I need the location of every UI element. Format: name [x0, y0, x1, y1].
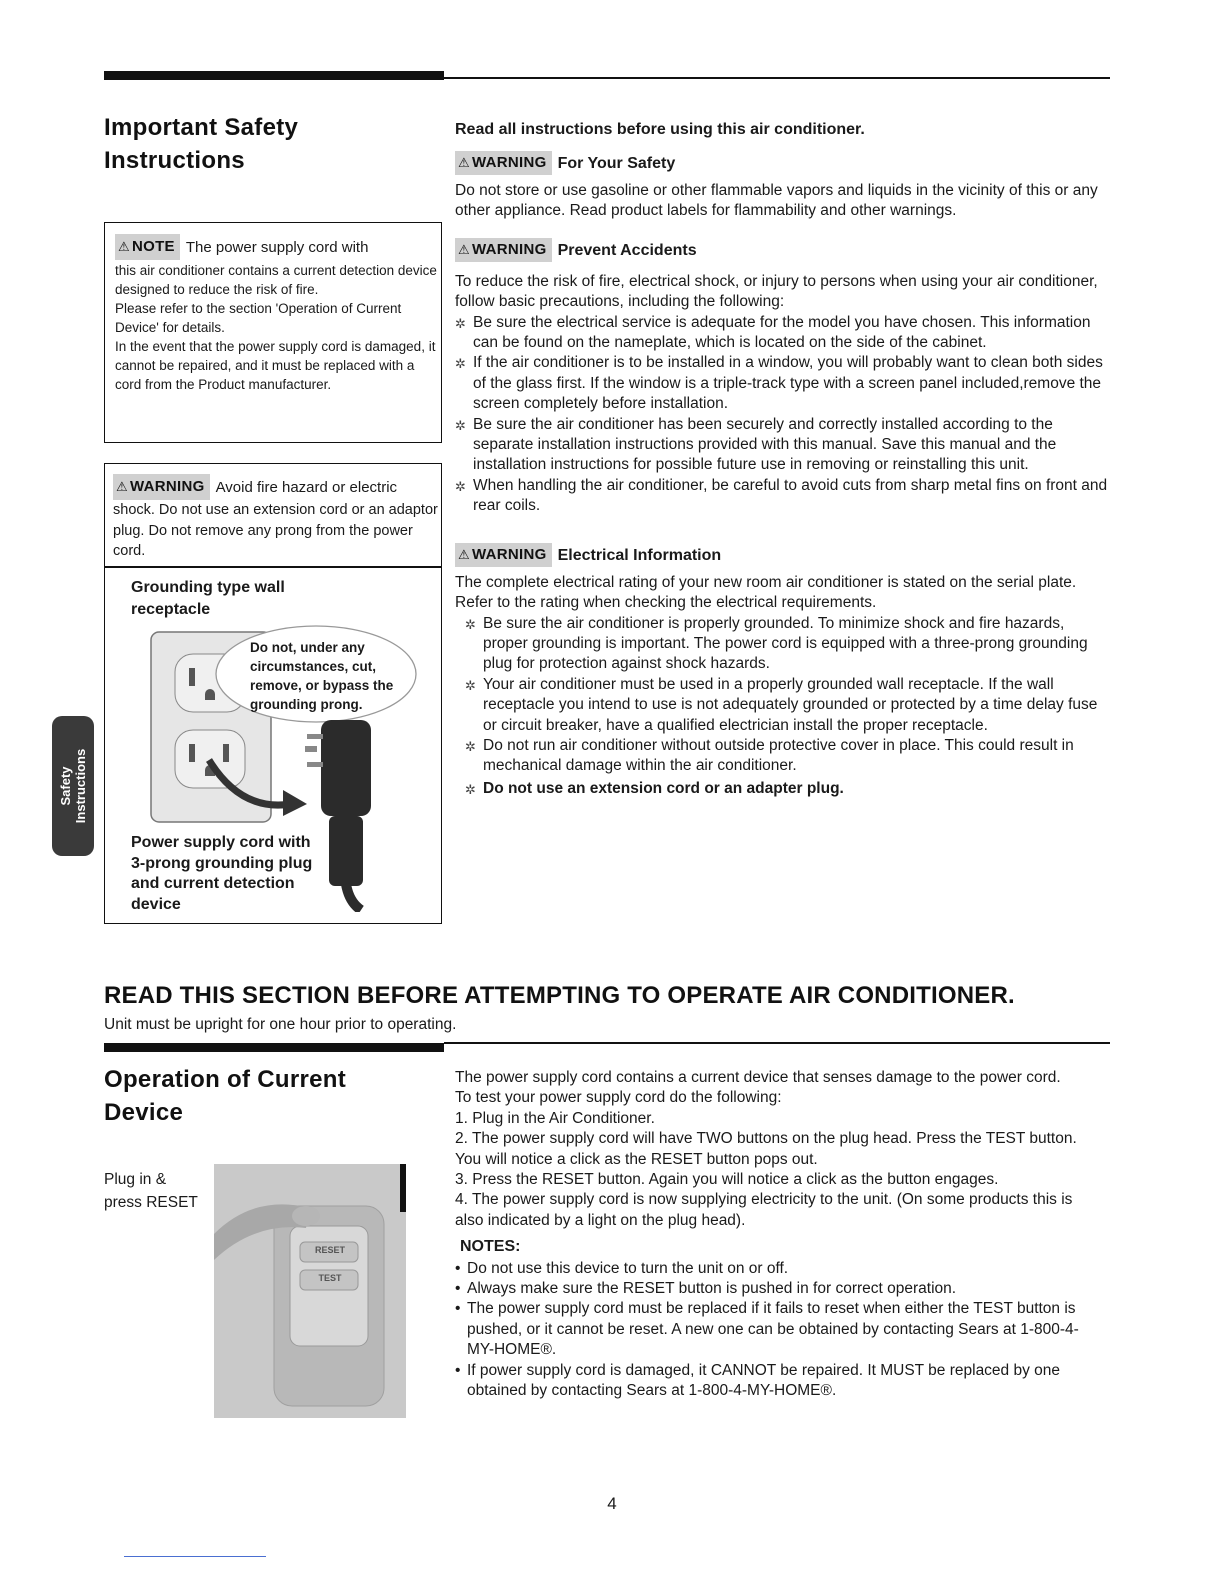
figure-title: Grounding type wall receptacle: [131, 579, 285, 618]
operation-intro: The power supply cord contains a current device that senses damage to the power cord.: [455, 1069, 1061, 1086]
safety-text: Do not store or use gasoline or other flammable vapors and liquids in the vicinity of this or any other appliance. Read product labels for flammability and other warnings.: [455, 182, 1098, 220]
title-line-2: Instructions: [104, 147, 245, 174]
plug-photo: [214, 1164, 406, 1418]
electrical-list: [455, 614, 1113, 800]
side-tab-line1: Safety: [58, 766, 73, 806]
accidents-list: [455, 313, 1113, 517]
operation-intro2: To test your power supply cord do the following:: [455, 1089, 782, 1107]
callout-text: Do not, under any circumstances, cut, remove, or bypass the grounding prong.: [250, 640, 394, 712]
note-first-line: The power supply cord with: [185, 239, 369, 256]
warning-first-line: Avoid fire hazard or electric: [215, 479, 398, 496]
warning-text: shock. Do not use an extension cord or an adaptor plug. Do not remove any prong from the power cord.: [113, 502, 438, 559]
footer-line: [124, 1556, 266, 1557]
warning-box: [104, 463, 442, 924]
section-side-tab: [52, 716, 94, 856]
title-line-1: Important Safety: [104, 114, 299, 141]
list-item: ✲ Your air conditioner must be used in a properly grounded wall receptacle. If the wall receptacle you intend to use is not adequately grounded or protected by a time delay fuse or circuit breaker, have a qualified electrician install the proper receptacle.: [465, 675, 1098, 734]
list-item: ✲ Be sure the air conditioner is properly grounded. To minimize shock and fire hazards, proper grounding is important. The power cord is equipped with a three-prong grounding plug for protection against shock hazards.: [465, 614, 1088, 673]
right-column: [455, 119, 1113, 799]
list-item: 4. The power supply cord is now supplying electricity to the unit. (On some products this is also indicated by a light on the plug head).: [455, 1191, 1073, 1229]
list-item: 3. Press the RESET button. Again you will notice a click as the button engages.: [455, 1171, 999, 1189]
list-item: • Do not use this device to turn the unit on or off.: [455, 1259, 789, 1277]
warning-triangle-icon: ⚠: [458, 241, 470, 257]
outlet-lower: [175, 730, 245, 788]
list-item: 2. The power supply cord will have TWO buttons on the plug head. Press the TEST button. You will notice a click as the RESET button pops out.: [455, 1130, 1077, 1168]
note-badge: ⚠ NOTE: [115, 234, 180, 260]
cord-label: Power supply cord with 3-prong grounding plug and current detection device: [131, 834, 313, 913]
section-rule-thick: [104, 1043, 444, 1052]
section-rule-thin: [444, 1042, 1110, 1044]
accidents-intro: To reduce the risk of fire, electrical shock, or injury to persons when using your air conditioner, follow basic precautions, including the following:: [455, 272, 1098, 311]
electrical-heading: Electrical Information: [557, 546, 722, 564]
operation-steps: [455, 1109, 1105, 1231]
section-title-safety: [104, 111, 434, 177]
list-item: • The power supply cord must be replaced if it fails to reset when either the TEST button is pushed, or it cannot be reset. A new one can be obtained by contacting Sears at 1-800-4-MY-HOME®.: [455, 1300, 1079, 1359]
list-item: • If power supply cord is damaged, it CANNOT be repaired. It MUST be replaced by one obtained by contacting Sears at 1-800-4-MY-HOME®.: [455, 1361, 1061, 1400]
operation-title-line-2: Device: [104, 1099, 184, 1126]
header-rule-thick: [104, 71, 444, 80]
warning-triangle-icon: ⚠: [458, 546, 470, 562]
photo-caption-line2: press RESET: [104, 1194, 198, 1211]
operation-title-line-1: Operation of Current: [104, 1066, 347, 1093]
photo-caption: [104, 1168, 214, 1214]
side-tab-line2: Instructions: [73, 748, 88, 824]
list-item: ✲ Be sure the air conditioner has been securely and correctly installed according to the separate installation instructions provided with this manual. Save this manual and the installation instructions for possible future use in removing or reinstalling this unit.: [455, 415, 1057, 474]
banner-title: READ THIS SECTION BEFORE ATTEMPTING TO OPERATE AIR CONDITIONER.: [104, 982, 1015, 1009]
warning-divider: [105, 566, 441, 568]
accidents-badge: ⚠ WARNING: [455, 238, 552, 262]
list-item: • Always make sure the RESET button is pushed in for correct operation.: [455, 1280, 957, 1298]
warning-triangle-icon: ⚠: [458, 155, 470, 170]
electrical-intro: The complete electrical rating of your new room air conditioner is stated on the serial plate. Refer to the rating when checking the electrical requirements.: [455, 573, 1077, 612]
photo-caption-line1: Plug in &: [104, 1171, 167, 1188]
notes-title: NOTES:: [460, 1238, 521, 1256]
notes-list: [455, 1259, 1105, 1402]
warning-triangle-icon: ⚠: [116, 479, 128, 494]
warning-triangle-icon: ⚠: [118, 239, 130, 254]
note-text: this air conditioner contains a current detection device designed to reduce the risk of fire.: [115, 263, 437, 297]
list-item: ✲ If the air conditioner is to be installed in a window, you will probably want to clean both sides of the glass first. If the window is a triple-track type with a screen panel included,remove the screen completely before installation.: [455, 354, 1103, 413]
safety-heading: For Your Safety: [557, 155, 676, 172]
operation-text: [455, 1068, 1105, 1402]
list-item: ✲ Do not use an extension cord or an adapter plug.: [465, 779, 844, 797]
list-item: ✲ Do not run air conditioner without outside protective cover in place. This could result in mechanical damage within the air conditioner.: [465, 736, 1074, 775]
header-rule-thin: [444, 77, 1110, 79]
intro-line: Read all instructions before using this air conditioner.: [455, 121, 865, 138]
list-item: ✲ When handling the air conditioner, be careful to avoid cuts from sharp metal fins on front and rear coils.: [455, 476, 1108, 515]
plug-photo-illustration: [214, 1164, 406, 1418]
note-p2: Please refer to the section 'Operation of Current Device' for details.: [115, 301, 402, 335]
list-item: 1. Plug in the Air Conditioner.: [455, 1109, 655, 1127]
note-p3: In the event that the power supply cord is damaged, it cannot be repaired, and it must be replaced with a cord from the Product manufacturer.: [115, 339, 436, 392]
accidents-heading: Prevent Accidents: [557, 241, 697, 259]
list-item: ✲ Be sure the electrical service is adequate for the model you have chosen. This information can be found on the nameplate, which is located on the side of the cabinet.: [455, 313, 1091, 352]
electrical-badge: ⚠ WARNING: [455, 543, 552, 567]
warning-badge: ⚠ WARNING: [113, 474, 210, 500]
page-number: 4: [607, 1494, 617, 1513]
photo-test-label: TEST: [318, 1273, 342, 1283]
note-box: [104, 222, 442, 443]
photo-reset-label: RESET: [314, 1245, 345, 1255]
safety-badge: ⚠ WARNING: [455, 151, 552, 175]
banner-subtitle: Unit must be upright for one hour prior to operating.: [104, 1016, 457, 1033]
section-title-operation: [104, 1063, 434, 1129]
